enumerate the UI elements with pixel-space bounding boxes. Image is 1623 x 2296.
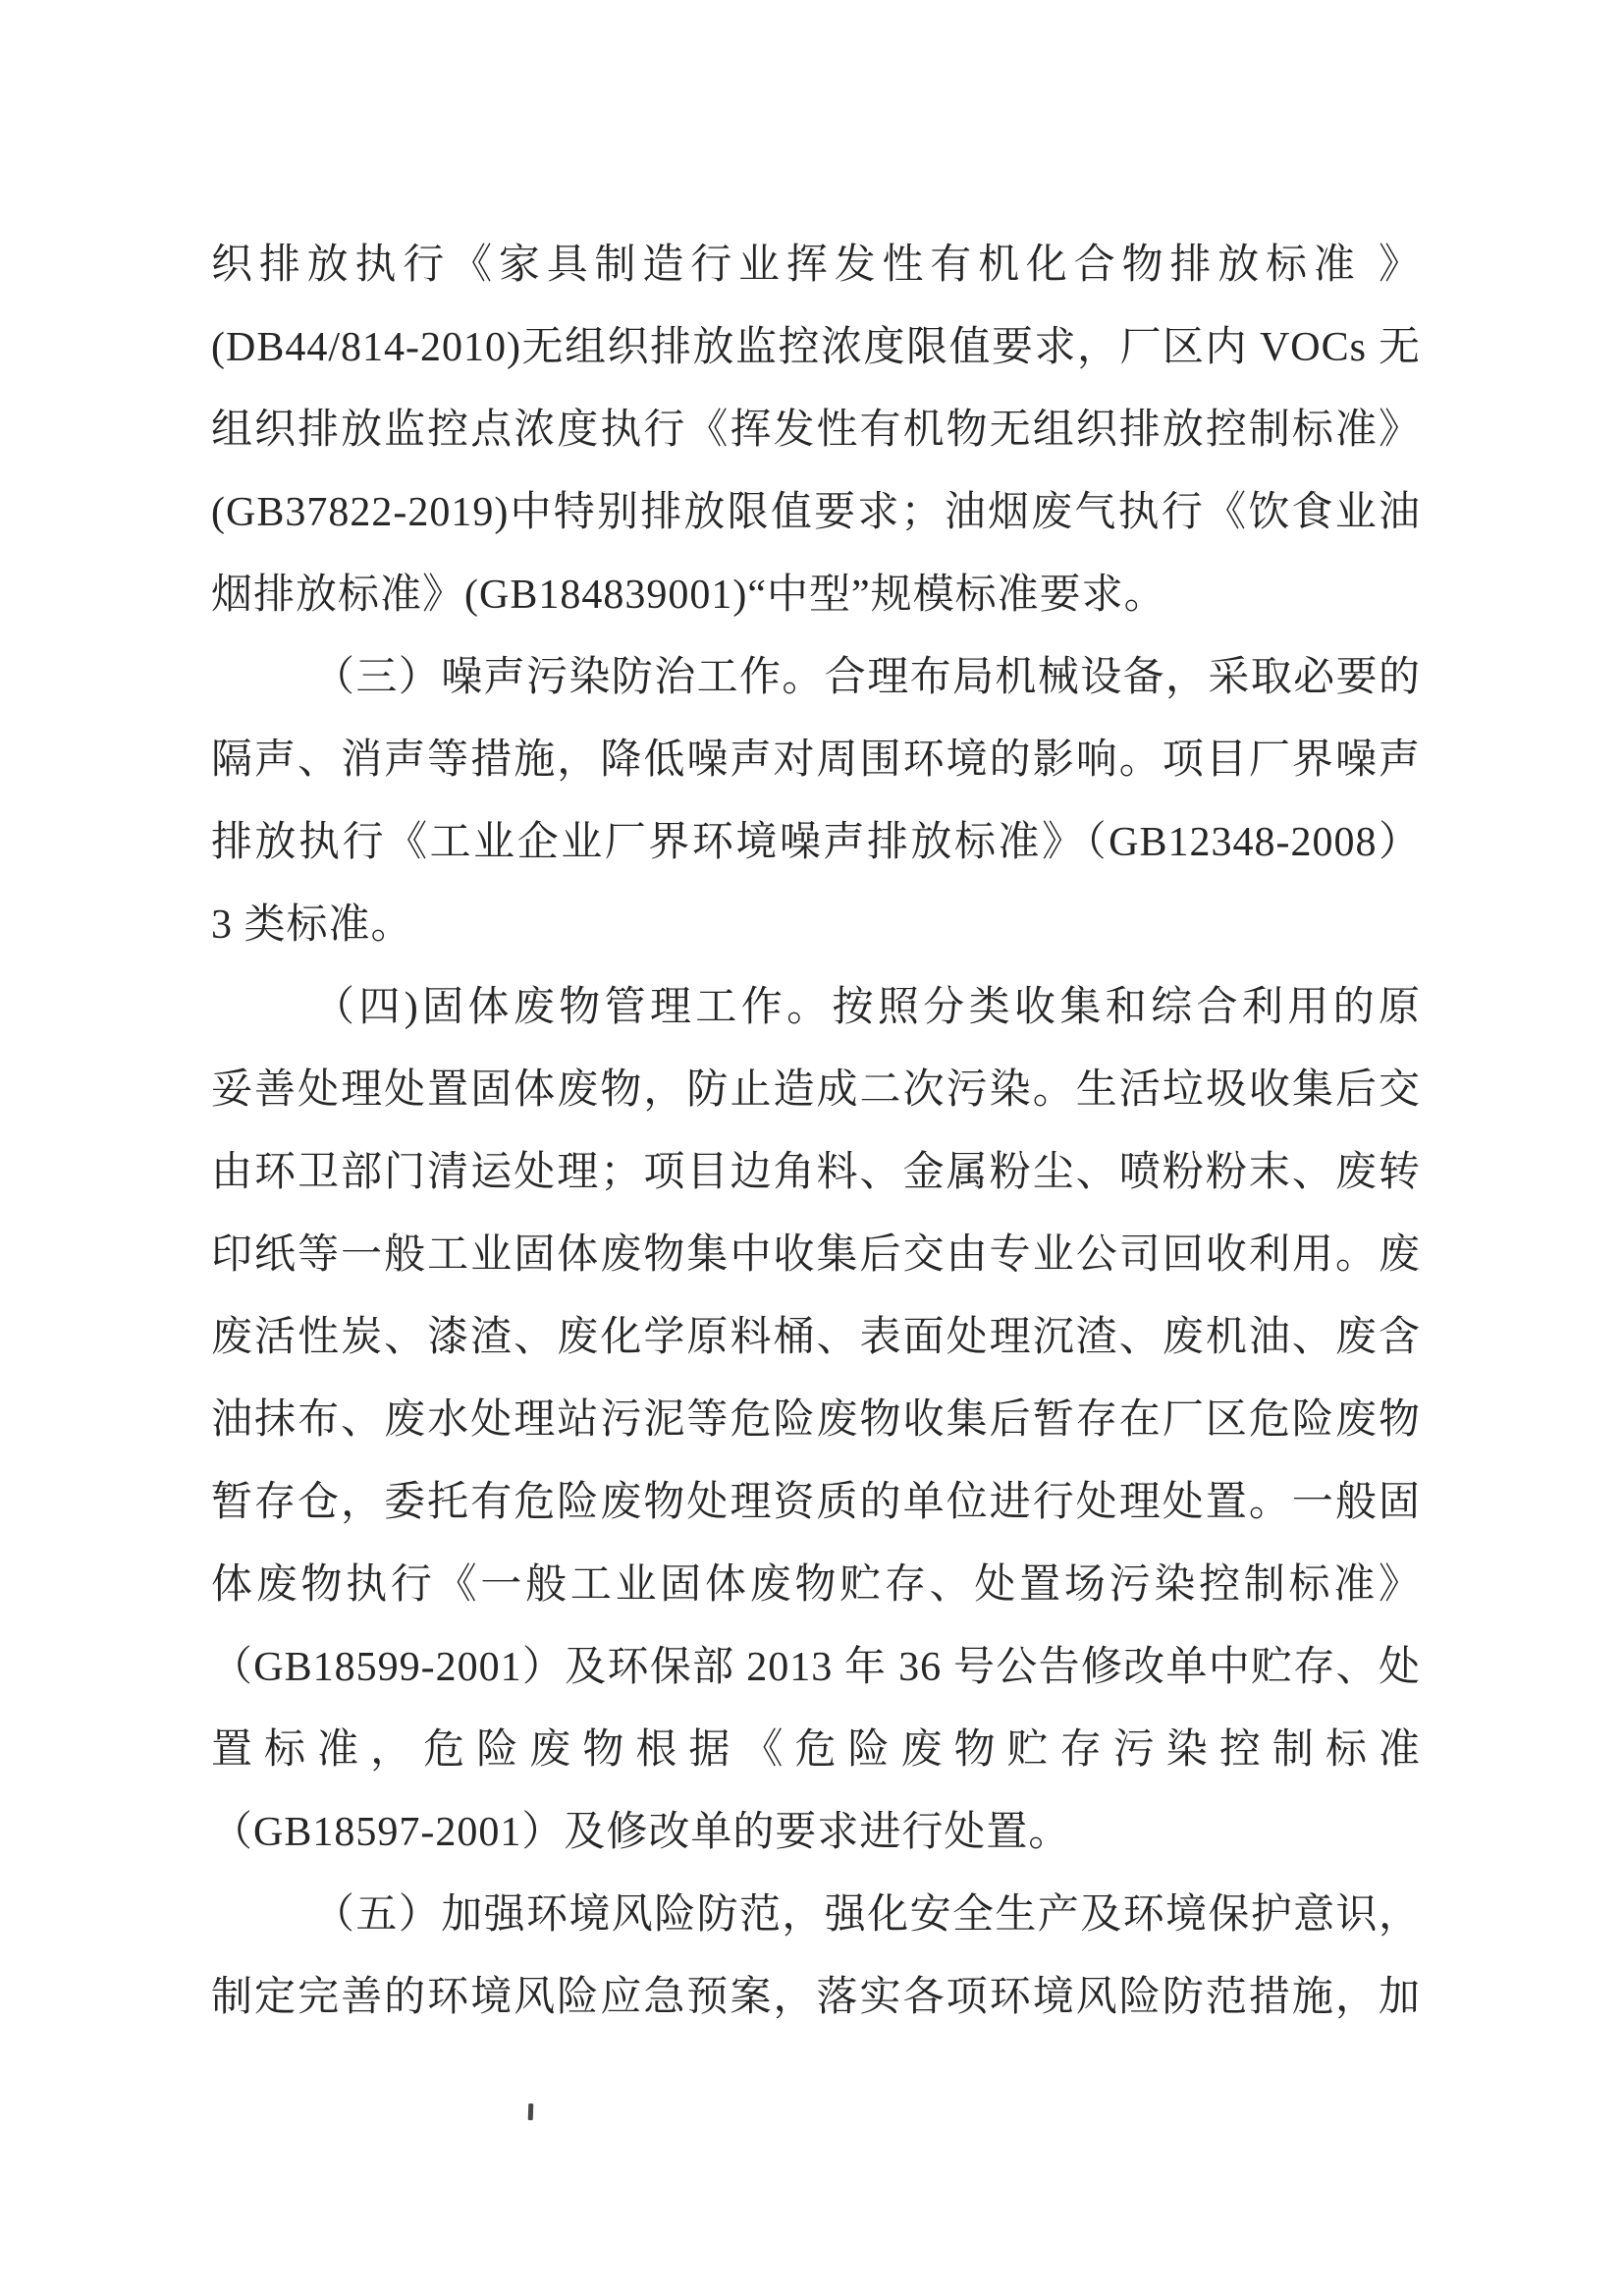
text-line: 烟排放标准》(GB184839001)“中型”规模标准要求。 [211,573,1166,618]
text-line: (DB44/814-2010)无组织排放监控浓度限值要求，厂区内 VOCs 无 [211,325,1421,370]
text-line: 3 类标准。 [211,902,413,948]
text-line: (GB37822-2019)中特别排放限值要求；油烟废气执行《饮食业油 [211,490,1421,535]
text-line: 体废物执行《一般工业固体废物贮存、处置场污染控制标准》 [211,1562,1421,1608]
text-line: 印纸等一般工业固体废物集中收集后交由专业公司回收利用。废 [211,1232,1421,1278]
document-text-block [211,224,1421,2039]
text-line: 置标准，危险废物根据《危险废物贮存污染控制标准 [211,1727,1421,1773]
text-line-paragraph-start: （三）噪声污染防治工作。合理布局机械设备，采取必要的 [313,655,1421,700]
text-line: 排放执行《工业企业厂界环境噪声排放标准》（GB12348-2008） [211,820,1421,865]
scan-artifact-mark [528,2104,534,2120]
text-line: 组织排放监控点浓度执行《挥发性有机物无组织排放控制标准》 [211,408,1421,453]
text-line: 制定完善的环境风险应急预案，落实各项环境风险防范措施，加 [211,1975,1421,2020]
text-line: 妥善处理处置固体废物，防止造成二次污染。生活垃圾收集后交 [211,1067,1421,1113]
text-line-paragraph-start: （五）加强环境风险防范，强化安全生产及环境保护意识， [313,1892,1421,1938]
text-line-paragraph-start: （四)固体废物管理工作。按照分类收集和综合利用的原 [313,985,1421,1030]
text-line: 暂存仓，委托有危险废物处理资质的单位进行处理处置。一般固 [211,1480,1421,1525]
text-line: 隔声、消声等措施，降低噪声对周围环境的影响。项目厂界噪声 [211,738,1421,783]
text-line: 织排放执行《家具制造行业挥发性有机化合物排放标准 》 [211,243,1421,288]
text-line: 废活性炭、漆渣、废化学原料桶、表面处理沉渣、废机油、废含 [211,1315,1421,1360]
text-line: （GB18597-2001）及修改单的要求进行处置。 [211,1810,1071,1855]
text-line: 由环卫部门清运处理；项目边角料、金属粉尘、喷粉粉末、废转 [211,1150,1421,1195]
text-line: 油抹布、废水处理站污泥等危险废物收集后暂存在厂区危险废物 [211,1397,1421,1443]
text-line: （GB18599-2001）及环保部 2013 年 36 号公告修改单中贮存、处 [211,1645,1421,1690]
